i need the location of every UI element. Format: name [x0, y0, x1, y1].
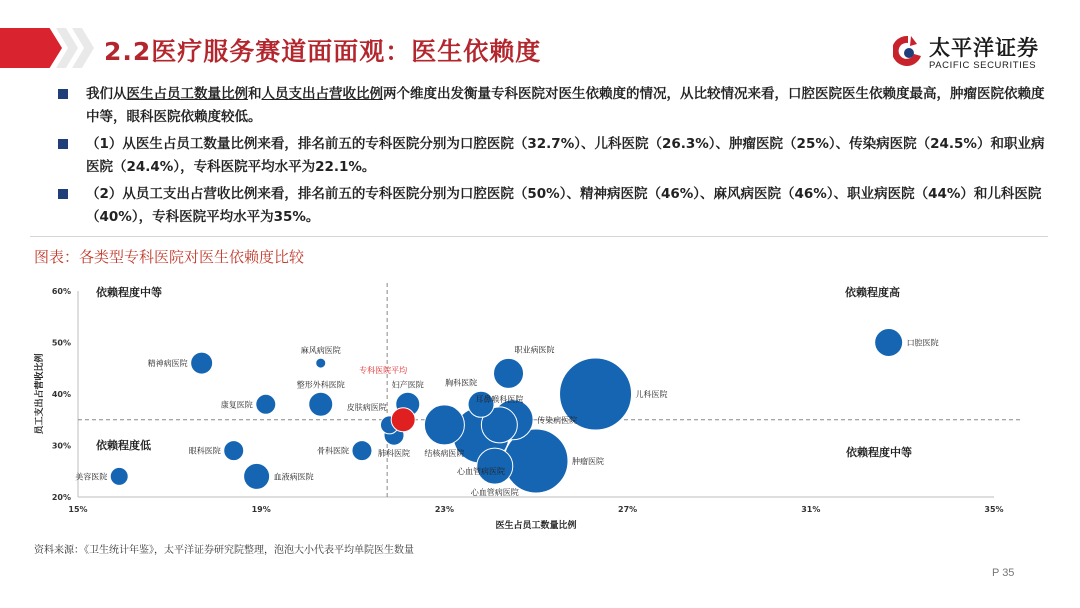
- y-tick-label: 50%: [51, 338, 71, 348]
- page-number: P 35: [992, 567, 1015, 579]
- bubble-label-3: 传染病医院: [537, 415, 578, 425]
- source-note: 资料来源：《卫生统计年鉴》，太平洋证券研究院整理，泡泡大小代表平均单院医生数量: [34, 545, 414, 556]
- quadrant-label: 依赖程度中等: [96, 286, 162, 299]
- x-tick-label: 15%: [68, 505, 88, 514]
- x-tick-label: 27%: [618, 505, 638, 514]
- bubble-5: [191, 352, 213, 374]
- quadrant-label: 依赖程度中等: [846, 446, 912, 459]
- bubble-label-16: 骨科医院: [316, 446, 349, 456]
- bubble-label-15: 皮肤病医院: [346, 402, 387, 412]
- bubble-9: [224, 441, 244, 461]
- bubble-label-12: 妇产医院: [391, 380, 424, 390]
- bullet-underlined-text: 人员支出占营收比例: [261, 86, 383, 102]
- x-tick-label: 23%: [434, 505, 454, 514]
- bubble-4: [494, 358, 524, 388]
- x-tick-label: 19%: [251, 505, 271, 514]
- bullet-text: （1）从医生占员工数量比例来看，排名前五的专科医院分别为口腔医院（32.7%）、儿科医院（26.3%）、肿瘤医院（25%）、传染病医院（24.5%）和职业病医院（24.4%），专科医院平均水平为22.1%。: [86, 136, 1045, 175]
- bubble-8: [309, 392, 333, 416]
- chart-caption: 图表：各类型专科医院对医生依赖度比较: [34, 248, 305, 266]
- bubble-label-1: 儿科医院: [635, 390, 668, 399]
- bubble-16: [352, 441, 372, 461]
- bubble-10: [244, 463, 270, 489]
- logo-english-name: PACIFIC SECURITIES: [929, 60, 1037, 71]
- average-bubble: [391, 408, 415, 432]
- bullet-underlined-text: 医生占员工数量比例: [126, 86, 248, 102]
- x-tick-label: 35%: [984, 505, 1004, 514]
- quadrant-label: 依赖程度高: [845, 286, 900, 299]
- y-axis-title: 员工支出占营收比例: [35, 353, 45, 435]
- bubble-label-2: 肿瘤医院: [572, 456, 604, 466]
- bubble-11: [110, 467, 128, 485]
- y-tick-label: 40%: [51, 390, 71, 399]
- bubble-0: [875, 329, 903, 357]
- bubble-label-13: 胸科医院: [445, 378, 478, 388]
- bubble-18: [424, 405, 464, 445]
- bubble-6: [316, 358, 326, 368]
- bubble-label-9: 眼科医院: [188, 446, 221, 456]
- quadrant-label: 依赖程度低: [96, 439, 151, 452]
- y-tick-label: 20%: [51, 493, 71, 502]
- page-title: 2.2医疗服务赛道面面观：医生依赖度: [104, 37, 542, 66]
- bullet-text: 两个维度出发衡量专科医院对医生依赖度的情况，从比较情况来看，口腔医院医生依赖度最高，肿瘤医院依赖度中等，眼科医院依赖度较低。: [86, 86, 1045, 125]
- average-label: 专科医院平均: [359, 365, 408, 375]
- bubble-20: [477, 448, 513, 484]
- bubble-label-17: 肺科医院: [378, 449, 411, 459]
- bubble-label-20: 心血管病医院: [470, 488, 519, 498]
- logo-chinese-name: 太平洋证券: [929, 36, 1039, 60]
- bubble-label-8: 整形外科医院: [296, 380, 345, 390]
- bubble-7: [256, 394, 276, 414]
- bullet-text: （2）从员工支出占营收比例来看，排名前五的专科医院分别为口腔医院（50%）、精神病医院（46%）、麻风病医院（46%）、职业病医院（44%）和儿科医院（40%），专科医院平均水平为35%。: [86, 186, 1042, 225]
- bubble-label-5: 精神病医院: [147, 359, 188, 369]
- bubble-label-0: 口腔医院: [906, 338, 939, 348]
- bullet-text: 我们从: [86, 86, 127, 102]
- bullet-text: 和: [248, 86, 262, 102]
- bubble-label-18: 结核病医院: [424, 448, 465, 458]
- bubble-label-7: 康复医院: [220, 400, 253, 410]
- y-tick-label: 60%: [51, 287, 71, 296]
- bubble-label-10: 血液病医院: [273, 472, 314, 482]
- bubble-label-11: 美容医院: [75, 472, 108, 482]
- bubble-label-4: 职业病医院: [514, 345, 555, 355]
- bubble-label-19: 心血管病医院: [457, 467, 506, 477]
- bubble-label-6: 麻风病医院: [300, 346, 341, 356]
- x-tick-label: 31%: [801, 505, 821, 514]
- y-tick-label: 30%: [51, 441, 71, 451]
- x-axis-title: 医生占员工数量比例: [495, 521, 577, 531]
- bubble-label-14: 耳鼻喉科医院: [475, 394, 524, 404]
